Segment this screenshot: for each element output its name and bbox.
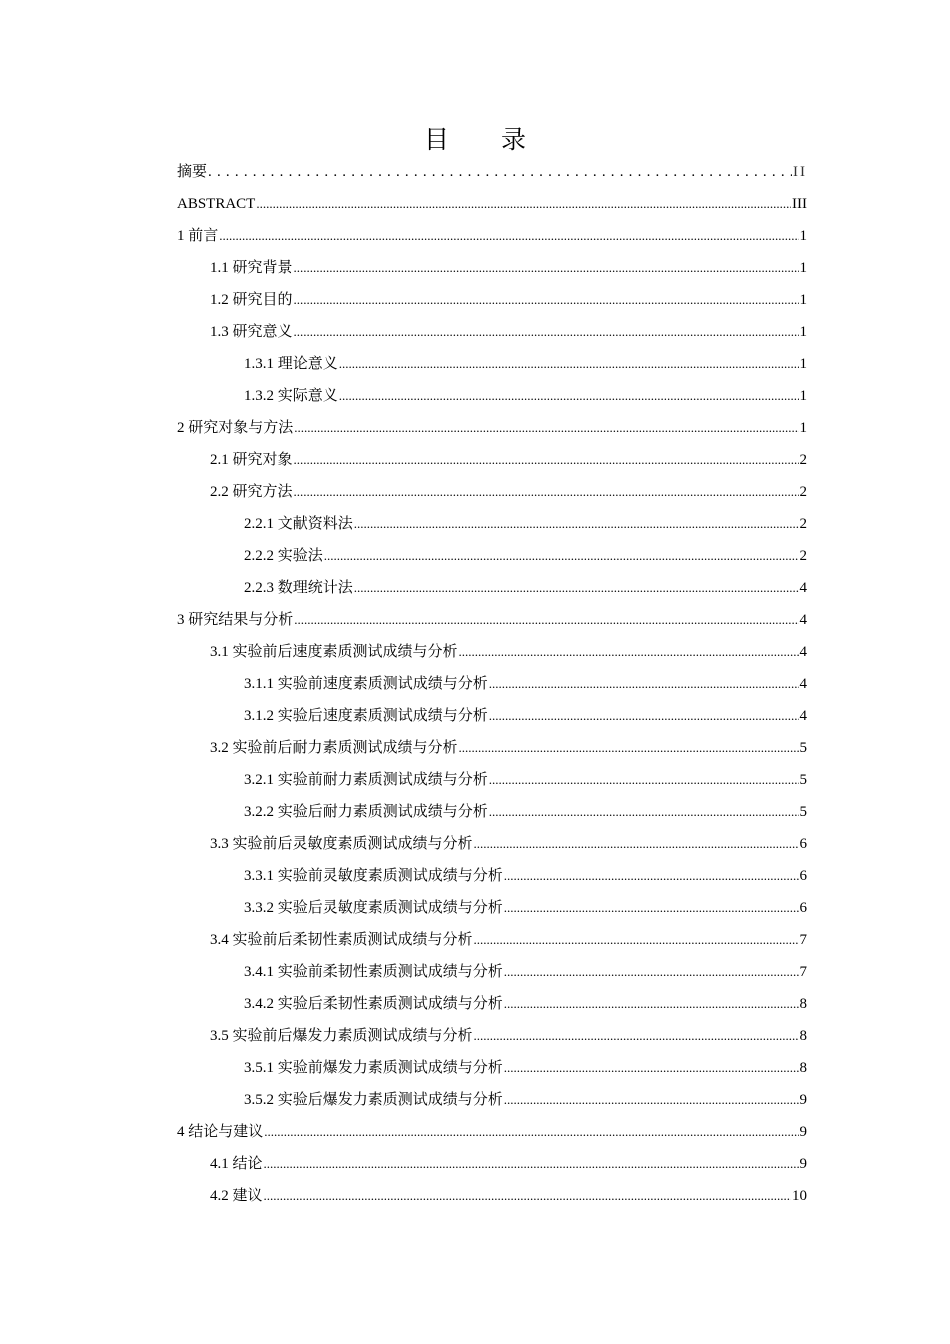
toc-entry-label: 2.2.3 数理统计法 xyxy=(244,580,353,596)
toc-entry[interactable] xyxy=(177,476,807,508)
toc-entry[interactable] xyxy=(177,924,807,956)
dot-leader xyxy=(489,668,799,700)
toc-page-number: 2 xyxy=(799,516,807,532)
toc-entry-label: 1.3.2 实际意义 xyxy=(244,388,338,404)
toc-entry-label: 3.5.1 实验前爆发力素质测试成绩与分析 xyxy=(244,1060,503,1076)
toc-entry[interactable] xyxy=(177,1180,807,1212)
toc-page-number: 4 xyxy=(799,676,807,692)
toc-entry[interactable] xyxy=(177,828,807,860)
dot-leader xyxy=(504,860,799,892)
toc-entry[interactable] xyxy=(177,316,807,348)
toc-page-number: 7 xyxy=(799,964,807,980)
toc-entry[interactable] xyxy=(177,636,807,668)
dot-leader xyxy=(504,892,799,924)
toc-entry-label: 1.3.1 理论意义 xyxy=(244,356,338,372)
toc-entry-label: 2.1 研究对象 xyxy=(210,452,293,468)
dot-leader xyxy=(294,444,799,476)
toc-entry-label: 2 研究对象与方法 xyxy=(177,420,294,436)
toc-entry[interactable] xyxy=(177,380,807,412)
toc-entry-label: ABSTRACT xyxy=(177,196,256,212)
toc-entry-label: 3.2.2 实验后耐力素质测试成绩与分析 xyxy=(244,804,488,820)
toc-page-number: III xyxy=(792,196,807,212)
toc-page-number: 6 xyxy=(799,900,807,916)
toc-entry-label: 3.2.1 实验前耐力素质测试成绩与分析 xyxy=(244,772,488,788)
toc-page-number: 4 xyxy=(799,612,807,628)
toc-entry-label: 3.3.1 实验前灵敏度素质测试成绩与分析 xyxy=(244,868,503,884)
toc-entry[interactable] xyxy=(177,1116,807,1148)
toc-page-number: 4 xyxy=(799,580,807,596)
toc-entry[interactable] xyxy=(177,1084,807,1116)
toc-page-number: 9 xyxy=(799,1124,807,1140)
toc-entry[interactable] xyxy=(177,700,807,732)
dot-leader xyxy=(294,604,798,636)
dot-leader xyxy=(459,732,799,764)
toc-entry[interactable] xyxy=(177,668,807,700)
toc-entry[interactable] xyxy=(177,252,807,284)
dot-leader xyxy=(474,828,799,860)
dot-leader xyxy=(256,188,791,220)
toc-page-number: 1 xyxy=(799,292,807,308)
dot-leader xyxy=(294,252,799,284)
toc-page-number: 9 xyxy=(799,1092,807,1108)
dot-leader xyxy=(504,1052,799,1084)
toc-page-number: 1 xyxy=(799,420,807,436)
dot-leader xyxy=(264,1180,791,1212)
toc-entry-label: 3.1.1 实验前速度素质测试成绩与分析 xyxy=(244,676,488,692)
toc-entry-label: 3.4.1 实验前柔韧性素质测试成绩与分析 xyxy=(244,964,503,980)
toc-entry[interactable] xyxy=(177,540,807,572)
toc-entry-label: 3 研究结果与分析 xyxy=(177,612,294,628)
page-title: 目 录 xyxy=(424,125,548,154)
toc-entry-label: 3.1.2 实验后速度素质测试成绩与分析 xyxy=(244,708,488,724)
toc-entry[interactable] xyxy=(177,604,807,636)
toc-page-number: 9 xyxy=(799,1156,807,1172)
toc-entry[interactable] xyxy=(177,1020,807,1052)
dot-leader xyxy=(324,540,799,572)
toc-entry-label: 2.2.2 实验法 xyxy=(244,548,323,564)
toc-page-number: 8 xyxy=(799,996,807,1012)
toc-entry[interactable] xyxy=(177,764,807,796)
toc-entry-label: 1.3 研究意义 xyxy=(210,324,293,340)
dot-leader xyxy=(294,284,799,316)
toc-entry-label: 1 前言 xyxy=(177,228,219,244)
toc-page-number: 10 xyxy=(792,1188,807,1204)
dot-leader xyxy=(294,412,798,444)
dot-leader xyxy=(294,316,799,348)
toc-page-number: 8 xyxy=(799,1028,807,1044)
toc-entry[interactable] xyxy=(177,1052,807,1084)
toc-page-number: 8 xyxy=(799,1060,807,1076)
toc-page-number: 4 xyxy=(799,644,807,660)
toc-entry[interactable] xyxy=(177,220,807,252)
dot-leader xyxy=(339,348,799,380)
dot-leader xyxy=(474,924,799,956)
dot-leader xyxy=(339,380,799,412)
toc-entry[interactable] xyxy=(177,412,807,444)
toc-page-number: 1 xyxy=(799,356,807,372)
toc-entry[interactable] xyxy=(177,444,807,476)
toc-entry-label: 1.1 研究背景 xyxy=(210,260,293,276)
dot-leader xyxy=(354,572,799,604)
toc-entry-label: 摘要 xyxy=(177,164,208,180)
dot-leader xyxy=(264,1116,798,1148)
toc-page-number: 5 xyxy=(799,740,807,756)
toc-page-number: 1 xyxy=(799,324,807,340)
toc-page-number: II xyxy=(793,164,807,180)
toc-entry-label: 1.2 研究目的 xyxy=(210,292,293,308)
toc-page-number: 5 xyxy=(799,804,807,820)
toc-entry[interactable] xyxy=(177,188,807,220)
dot-leader xyxy=(354,508,799,540)
toc-entry-label: 3.5 实验前后爆发力素质测试成绩与分析 xyxy=(210,1028,473,1044)
toc-entry[interactable] xyxy=(177,732,807,764)
dot-leader xyxy=(219,220,798,252)
dot-leader xyxy=(294,476,799,508)
toc-entry-label: 4 结论与建议 xyxy=(177,1124,264,1140)
toc-entry[interactable] xyxy=(177,988,807,1020)
toc-page-number: 6 xyxy=(799,836,807,852)
toc-page-number: 7 xyxy=(799,932,807,948)
toc-entry[interactable] xyxy=(177,796,807,828)
toc-entry[interactable] xyxy=(177,284,807,316)
toc-entry-label: 3.3.2 实验后灵敏度素质测试成绩与分析 xyxy=(244,900,503,916)
dot-leader xyxy=(504,956,799,988)
toc-entry[interactable] xyxy=(177,956,807,988)
dot-leader xyxy=(459,636,799,668)
toc-entry-label: 3.4 实验前后柔韧性素质测试成绩与分析 xyxy=(210,932,473,948)
toc-entry-label: 3.5.2 实验后爆发力素质测试成绩与分析 xyxy=(244,1092,503,1108)
toc-entry-label: 4.2 建议 xyxy=(210,1188,263,1204)
toc-entry[interactable] xyxy=(177,348,807,380)
toc-page-number: 6 xyxy=(799,868,807,884)
dot-leader xyxy=(489,700,799,732)
toc-entry-label: 3.3 实验前后灵敏度素质测试成绩与分析 xyxy=(210,836,473,852)
dot-leader xyxy=(504,1084,799,1116)
toc-entry[interactable] xyxy=(177,572,807,604)
dot-leader xyxy=(208,156,792,188)
dot-leader xyxy=(474,1020,799,1052)
toc-page-number: 4 xyxy=(799,708,807,724)
toc-entry-label: 3.1 实验前后速度素质测试成绩与分析 xyxy=(210,644,458,660)
toc-entry-label: 3.2 实验前后耐力素质测试成绩与分析 xyxy=(210,740,458,756)
dot-leader xyxy=(489,796,799,828)
toc-page-number: 1 xyxy=(799,388,807,404)
table-of-contents xyxy=(177,156,807,1212)
toc-page-number: 2 xyxy=(799,484,807,500)
toc-entry[interactable] xyxy=(177,508,807,540)
toc-entry-label: 3.4.2 实验后柔韧性素质测试成绩与分析 xyxy=(244,996,503,1012)
dot-leader xyxy=(504,988,799,1020)
toc-entry[interactable] xyxy=(177,860,807,892)
toc-entry[interactable] xyxy=(177,892,807,924)
toc-page-number: 1 xyxy=(799,260,807,276)
toc-entry-label: 2.2.1 文献资料法 xyxy=(244,516,353,532)
toc-page-number: 2 xyxy=(799,548,807,564)
toc-entry-label: 2.2 研究方法 xyxy=(210,484,293,500)
toc-entry-label: 4.1 结论 xyxy=(210,1156,263,1172)
toc-page-number: 2 xyxy=(799,452,807,468)
toc-entry[interactable] xyxy=(177,1148,807,1180)
toc-page-number: 5 xyxy=(799,772,807,788)
toc-entry[interactable] xyxy=(177,156,807,188)
dot-leader xyxy=(489,764,799,796)
toc-page-number: 1 xyxy=(799,228,807,244)
dot-leader xyxy=(264,1148,799,1180)
